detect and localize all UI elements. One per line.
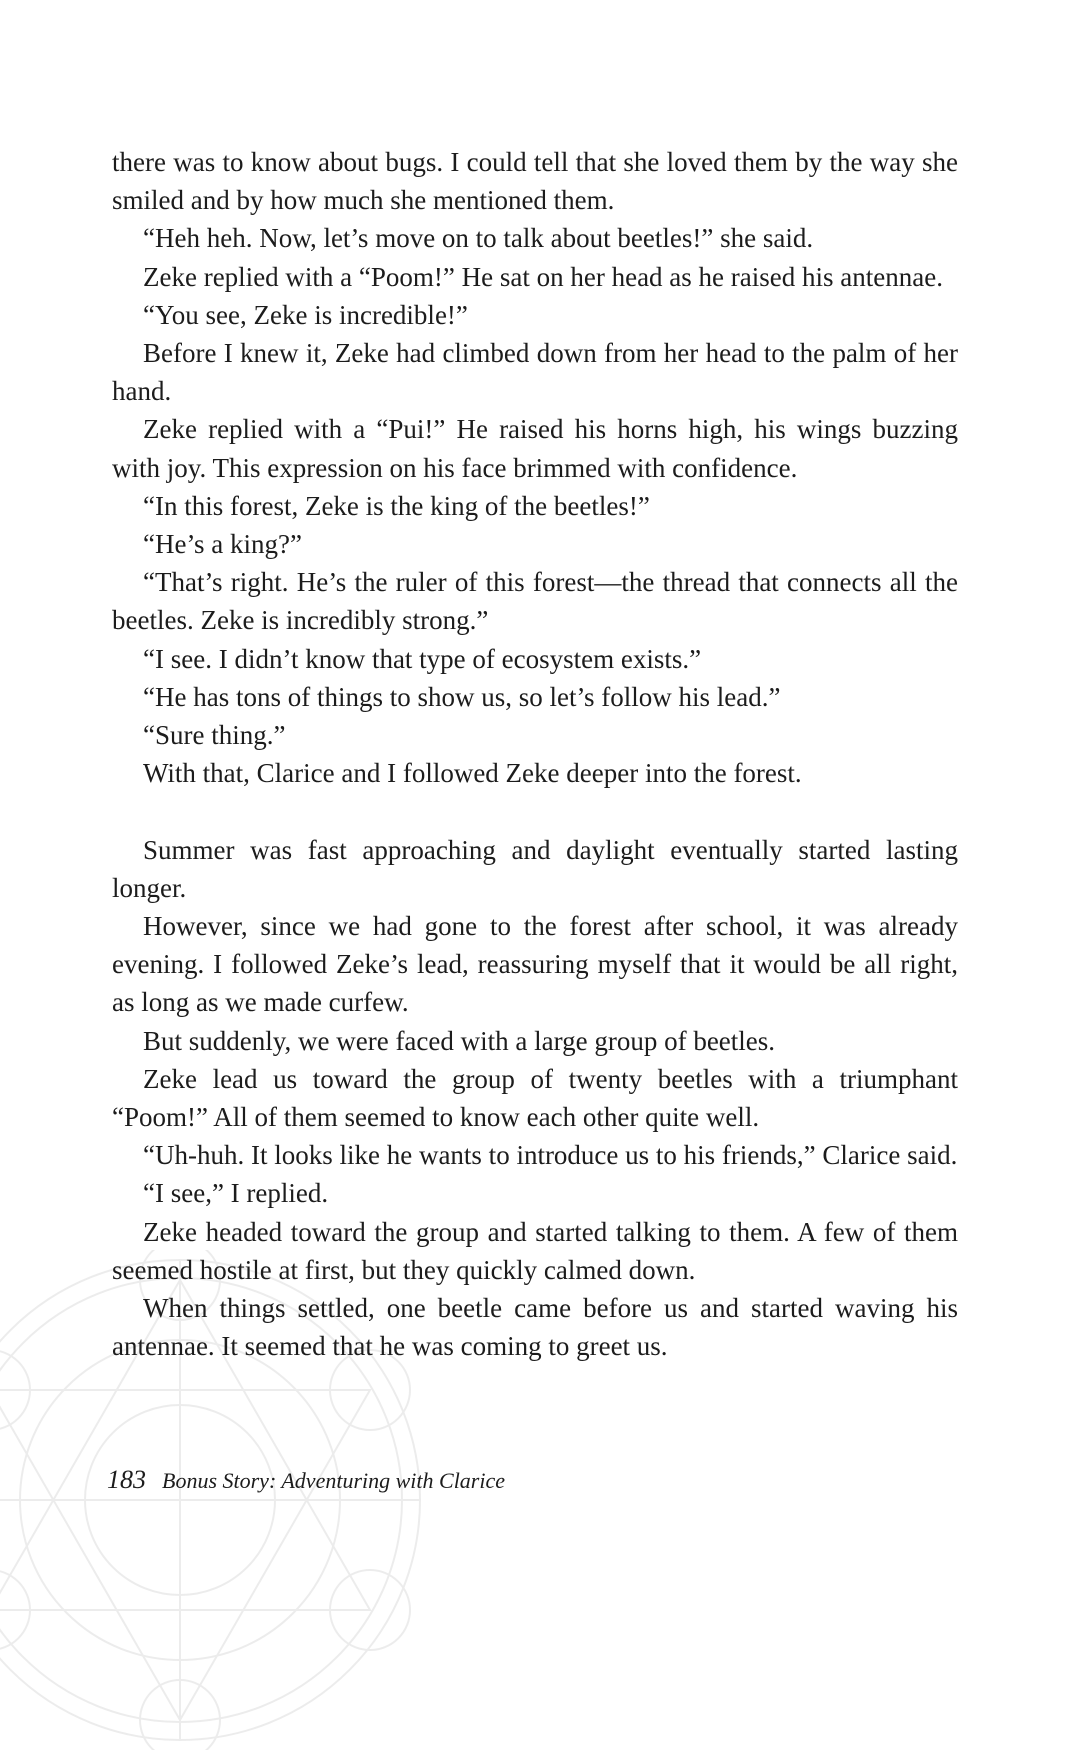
paragraph: “In this forest, Zeke is the king of the beetles!” xyxy=(143,490,650,521)
paragraph: Zeke replied with a “Pui!” He raised his horns high, his wings buzzing with joy. This expression on his face brimmed with confidence. xyxy=(112,414,958,483)
scene-two xyxy=(112,831,958,1366)
paragraph: “That’s right. He’s the ruler of this forest—the thread that connects all the beetles. Zeke is incredibly strong.” xyxy=(112,567,958,636)
paragraph: However, since we had gone to the forest after school, it was already evening. I followed Zeke’s lead, reassuring myself that it would be all right, as long as we made curfew. xyxy=(112,911,958,1018)
paragraph: When things settled, one beetle came before us and started waving his antennae. It seemed that he was coming to greet us. xyxy=(112,1293,958,1362)
scene-break xyxy=(112,792,958,830)
scene-one xyxy=(112,143,958,792)
page-footer xyxy=(107,1465,505,1495)
running-title: Bonus Story: Adventuring with Clarice xyxy=(162,1468,506,1493)
paragraph: Zeke replied with a “Poom!” He sat on her head as he raised his antennae. xyxy=(143,261,943,292)
paragraph: there was to know about bugs. I could tell that she loved them by the way she smiled and by how much she mentioned them. xyxy=(112,147,958,216)
paragraph: “He’s a king?” xyxy=(143,529,302,560)
paragraph: Zeke lead us toward the group of twenty beetles with a triumphant “Poom!” All of them seemed to know each other quite well. xyxy=(112,1063,958,1133)
paragraph: “Uh-huh. It looks like he wants to introduce us to his friends,” Clarice said. xyxy=(143,1140,958,1171)
paragraph: Zeke headed toward the group and started talking to them. A few of them seemed hostile at first, but they quickly calmed down. xyxy=(112,1216,958,1285)
book-page-body xyxy=(112,143,958,1365)
paragraph: “I see,” I replied. xyxy=(143,1178,329,1209)
paragraph: With that, Clarice and I followed Zeke deeper into the forest. xyxy=(143,758,802,789)
paragraph: Before I knew it, Zeke had climbed down from her head to the palm of her hand. xyxy=(112,338,958,407)
paragraph: “Heh heh. Now, let’s move on to talk about beetles!” she said. xyxy=(143,223,814,254)
paragraph: But suddenly, we were faced with a large group of beetles. xyxy=(143,1025,776,1056)
paragraph: Summer was fast approaching and daylight eventually started lasting longer. xyxy=(112,834,958,903)
paragraph: “He has tons of things to show us, so let’s follow his lead.” xyxy=(143,681,781,712)
paragraph: “I see. I didn’t know that type of ecosystem exists.” xyxy=(143,643,702,674)
paragraph: “Sure thing.” xyxy=(143,720,286,751)
page-number: 183 xyxy=(107,1465,146,1494)
paragraph: “You see, Zeke is incredible!” xyxy=(143,299,468,330)
